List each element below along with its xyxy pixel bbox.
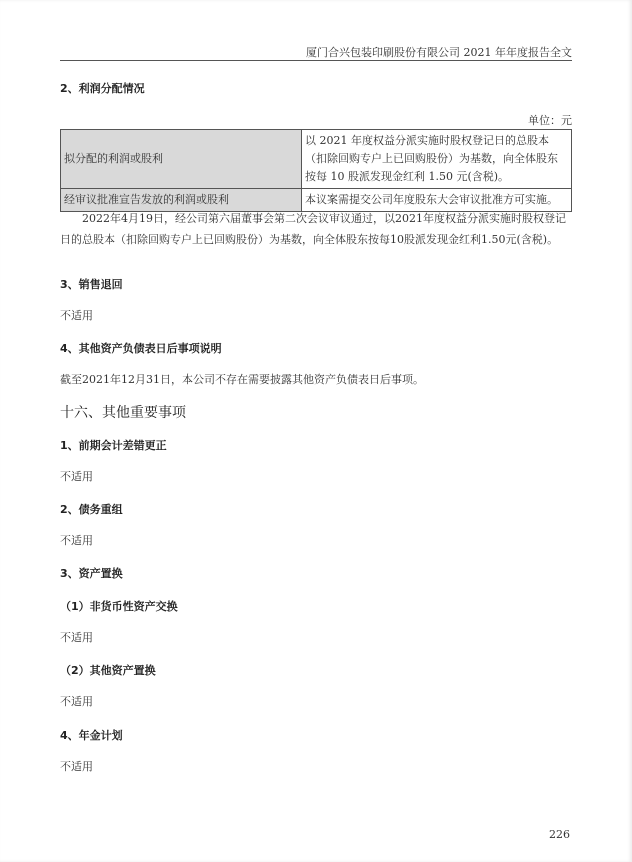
heading-asset-swap: 3、资产置换 xyxy=(60,567,123,580)
debt-restructuring-text: 不适用 xyxy=(60,534,93,547)
heading-profit-distribution: 2、利润分配情况 xyxy=(60,82,145,95)
heading-non-monetary: （1）非货币性资产交换 xyxy=(60,600,178,613)
dividend-paragraph-text: 2022年4月19日，经公司第六届董事会第二次会议审议通过，以2021年度权益分派实施时股权登记日的总股本（扣除回购专户上已回购股份）为基数，向全体股东按每10股派发现金红利1.50元(含税)。 xyxy=(60,212,566,246)
heading-other-swap: （2）其他资产置换 xyxy=(60,664,156,677)
other-swap-text: 不适用 xyxy=(60,695,93,708)
heading-annuity: 4、年金计划 xyxy=(60,729,123,742)
heading-sales-return: 3、销售退回 xyxy=(60,278,123,291)
header-divider xyxy=(60,60,572,61)
unit-label: 单位：元 xyxy=(528,114,572,127)
table-cell-value: 本议案需提交公司年度股东大会审议批准方可实施。 xyxy=(302,189,572,212)
heading-post-balance: 4、其他资产负债表日后事项说明 xyxy=(60,342,222,355)
heading-prior-error: 1、前期会计差错更正 xyxy=(60,439,167,452)
sales-return-text: 不适用 xyxy=(60,309,93,322)
profit-distribution-table xyxy=(60,129,572,212)
non-monetary-text: 不适用 xyxy=(60,631,93,644)
page-header: 厦门合兴包装印刷股份有限公司 2021 年年度报告全文 xyxy=(306,46,572,59)
page-number: 226 xyxy=(549,828,570,841)
post-balance-text: 截至2021年12月31日，本公司不存在需要披露其他资产负债表日后事项。 xyxy=(60,373,424,386)
table-cell-value: 以 2021 年度权益分派实施时股权登记日的总股本（扣除回购专户上已回购股份）为基数，向全体股东按每 10 股派发现金红利 1.50 元(含税)。 xyxy=(302,130,572,189)
heading-debt-restructuring: 2、债务重组 xyxy=(60,503,123,516)
annuity-text: 不适用 xyxy=(60,760,93,773)
heading-other-matters: 十六、其他重要事项 xyxy=(60,405,186,421)
dividend-paragraph xyxy=(60,208,572,250)
prior-error-text: 不适用 xyxy=(60,470,93,483)
table-cell-label: 经审议批准宣告发放的利润或股利 xyxy=(61,189,302,212)
table-cell-label: 拟分配的利润或股利 xyxy=(61,130,302,189)
table-row xyxy=(61,130,572,189)
